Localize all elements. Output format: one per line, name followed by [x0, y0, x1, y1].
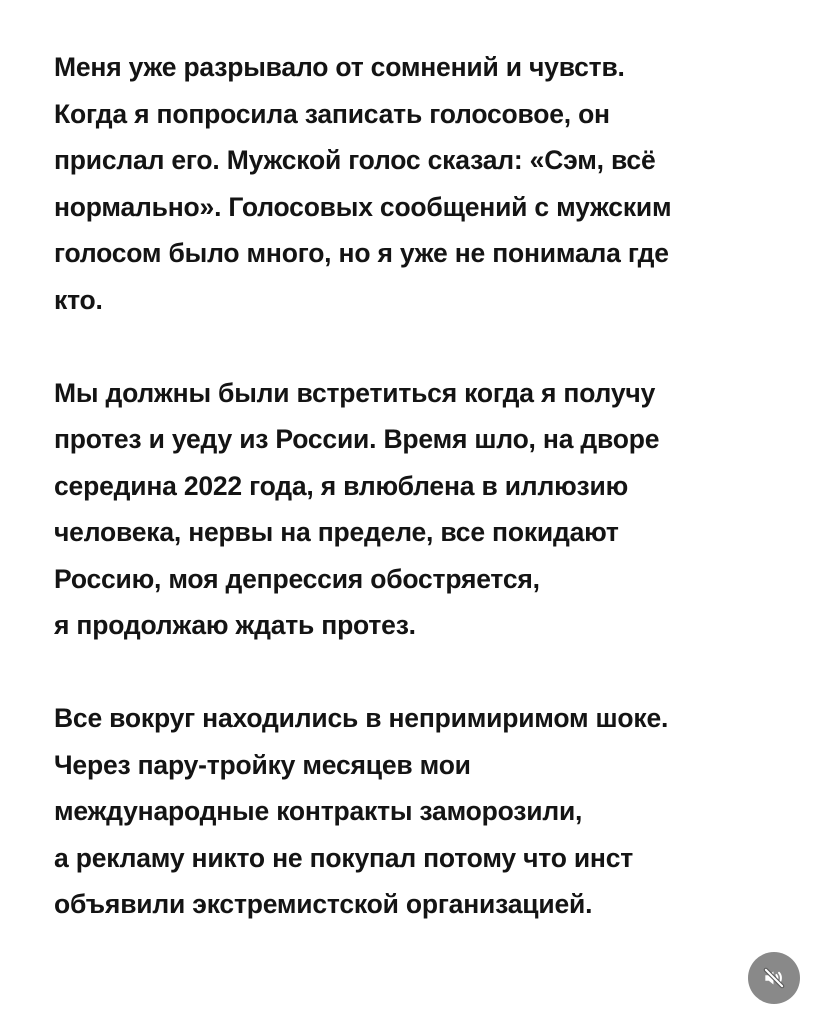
paragraph-1 [54, 44, 794, 323]
text-line: международные контракты заморозили, [54, 796, 583, 826]
text-line: Россию, моя депрессия обостряется, [54, 563, 540, 594]
muted-speaker-icon [761, 965, 787, 991]
text-line: а рекламу никто не покупал потому что инст [54, 842, 634, 873]
text-line: Когда я попросила записать голосовое, он [54, 98, 610, 129]
text-line: середина 2022 года, я влюблена в иллюзию [54, 470, 629, 501]
text-line: Через пару-тройку месяцев мои [54, 749, 471, 780]
text-line: протез и уеду из России. Время шло, на дворе [54, 424, 660, 454]
text-line: нормально». Голосовых сообщений с мужским [54, 191, 672, 222]
text-line: Меня уже разрывало от сомнений и чувств. [54, 52, 625, 82]
paragraph-2 [54, 370, 794, 649]
text-line: Все вокруг находились в непримиримом шоке. [54, 703, 669, 733]
text-line: объявили экстремистской организацией. [54, 889, 593, 919]
text-line: человека, нервы на пределе, все покидают [54, 517, 619, 547]
text-line: Мы должны были встретиться когда я получу [54, 377, 656, 408]
paragraph-3 [54, 695, 794, 928]
text-line: голосом было много, но я уже не понимала где [54, 238, 669, 268]
text-line: прислал его. Мужской голос сказал: «Сэм, всё [54, 145, 656, 175]
text-line: кто. [54, 284, 103, 315]
post-text [54, 44, 794, 928]
text-line: я продолжаю ждать протез. [54, 610, 416, 640]
mute-button[interactable] [748, 952, 800, 1004]
